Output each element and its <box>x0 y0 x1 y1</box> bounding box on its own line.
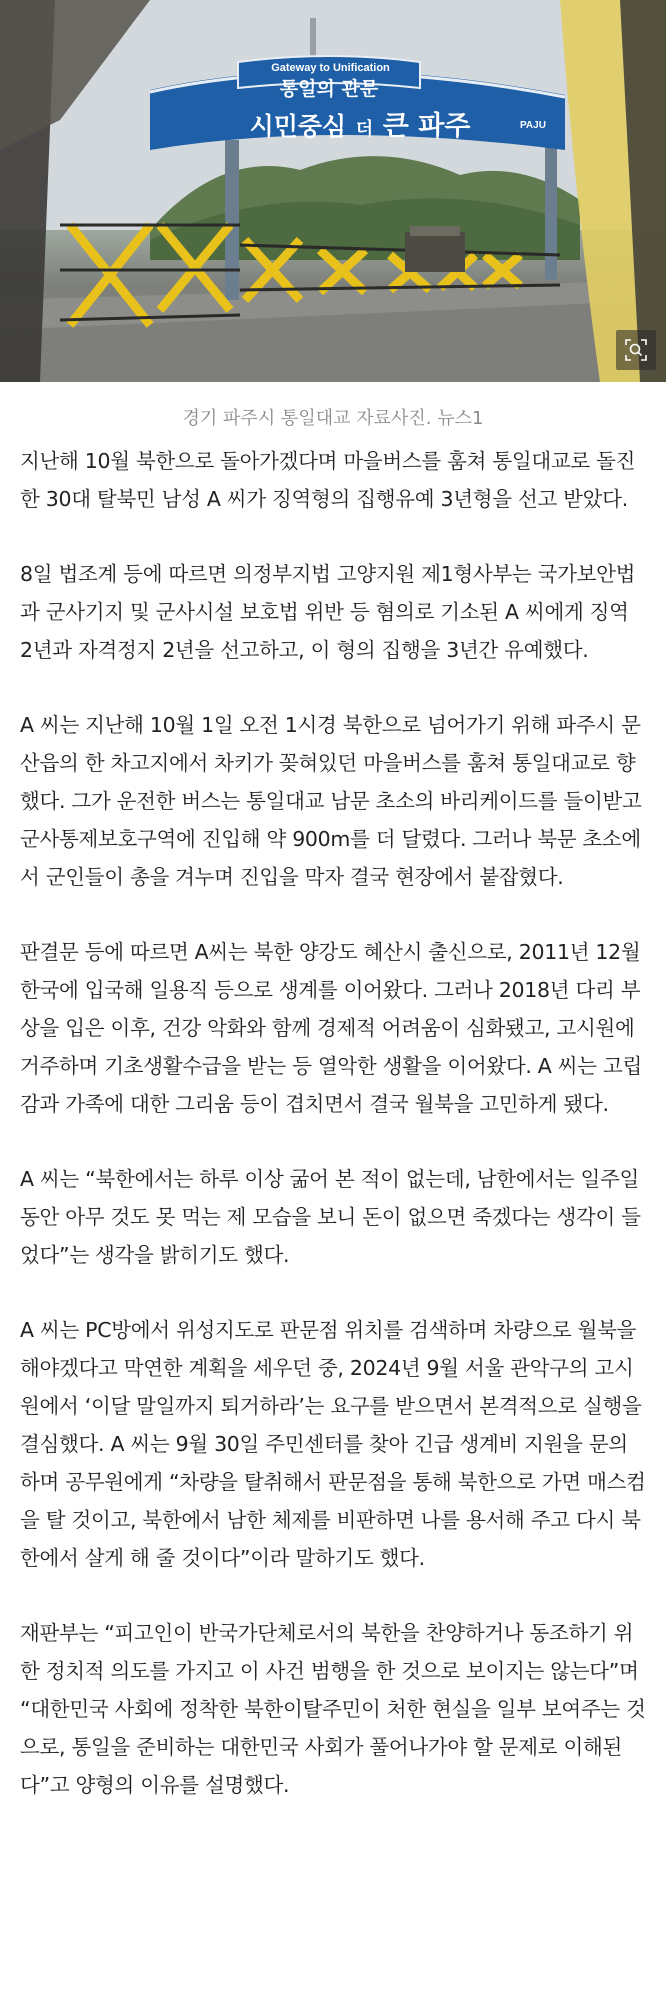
article-paragraph: A 씨는 지난해 10월 1일 오전 1시경 북한으로 넘어가기 위해 파주시 문산읍의 한 차고지에서 차키가 꽂혀있던 마을버스를 훔쳐 통일대교로 향했다. 그가 운전한 버스는 통일대교 남문 초소의 바리케이드를 들이받고 군사통제보호구역에 진입해 약 900m를 더 달렸다. 그러나 북문 초소에서 군인들이 총을 겨누며 진입을 막자 결국 현장에서 붙잡혔다. <box>20 713 642 889</box>
article-paragraph: 지난해 10월 북한으로 돌아가겠다며 마을버스를 훔쳐 통일대교로 돌진한 30대 탈북민 남성 A 씨가 징역형의 집행유예 3년형을 선고 받았다. <box>20 449 636 511</box>
sign-title-text: 통일의 관문 <box>279 78 379 100</box>
gate-photo-illustration <box>0 0 666 382</box>
article-paragraph: 판결문 등에 따르면 A씨는 북한 양강도 혜산시 출신으로, 2011년 12월 한국에 입국해 일용직 등으로 생계를 이어왔다. 그러나 2018년 다리 부상을 입은 이후, 건강 악화와 함께 경제적 어려움이 심화됐고, 고시원에 거주하며 기초생활수급을 받는 등 열악한 생활을 이어왔다. A 씨는 고립감과 가족에 대한 그리움 등이 겹치면서 결국 월북을 고민하게 됐다. <box>20 940 642 1116</box>
article-paragraph: 8일 법조계 등에 따르면 의정부지법 고양지원 제1형사부는 국가보안법과 군사기지 및 군사시설 보호법 위반 등 혐의로 기소된 A 씨에게 징역 2년과 자격정지 2년을 선고하고, 이 형의 집행을 3년간 유예했다. <box>20 562 636 662</box>
sign-small-text: Gateway to Unification <box>271 62 390 74</box>
article-photo <box>0 0 666 382</box>
article-paragraph: A 씨는 PC방에서 위성지도로 판문점 위치를 검색하며 차량으로 월북을 해야겠다고 막연한 계획을 세우던 중, 2024년 9월 서울 관악구의 고시원에서 ‘이달 말일까지 퇴거하라’는 요구를 받으면서 본격적으로 실행을 결심했다. A 씨는 9월 30일 주민센터를 찾아 긴급 생계비 지원을 문의하며 공무원에게 “차량을 탈취해서 판문점을 통해 북한으로 가면 매스컴을 탈 것이고, 북한에서 남한 체제를 비판하면 나를 용서해 주고 다시 북한에서 살게 해 줄 것이다”이라 말하기도 했다. <box>20 1318 646 1570</box>
sign-slogan <box>160 104 560 143</box>
zoom-search-icon <box>625 339 647 361</box>
sign-slogan-b: 더 <box>355 119 374 140</box>
sign-slogan-c: 큰 파주 <box>382 111 471 142</box>
article-body <box>0 442 666 1804</box>
zoom-button[interactable] <box>616 330 656 370</box>
sign-slogan-a: 시민중심 <box>249 112 347 141</box>
article-paragraph: 재판부는 “피고인이 반국가단체로서의 북한을 찬양하거나 동조하기 위한 정치적 의도를 가지고 이 사건 범행을 한 것으로 보이지는 않는다”며 “대한민국 사회에 정착한 북한이탈주민이 처한 현실을 일부 보여주는 것으로, 통일을 준비하는 대한민국 사회가 풀어나가야 할 문제로 이해된다”고 양형의 이유를 설명했다. <box>20 1621 646 1797</box>
sign-logo-text: PAJU <box>520 120 546 131</box>
article-paragraph: A 씨는 “북한에서는 하루 이상 굶어 본 적이 없는데, 남한에서는 일주일 동안 아무 것도 못 먹는 제 모습을 보니 돈이 없으면 죽겠다는 생각이 들었다”는 생각을 밝히기도 했다. <box>20 1167 641 1267</box>
photo-caption: 경기 파주시 통일대교 자료사진. 뉴스1 <box>182 408 484 429</box>
